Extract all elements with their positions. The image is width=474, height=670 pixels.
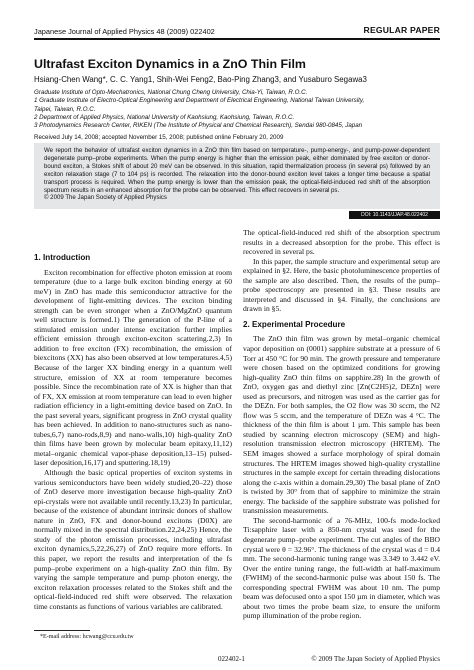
paper-title: Ultrafast Exciton Dynamics in a ZnO Thin Film (34, 57, 306, 71)
experimental-paragraph-1: The ZnO thin film was grown by metal–organic chemical vapor deposition on (0001) sapphire substrate at a pressure of 6 Torr at 450 °C for 90 min. The growth pressure and temperature were chosen based on the optimized conditions for growing high-quality ZnO thin films on sapphire.28) In the growth of ZnO, oxygen gas and diethyl zinc [Zn(C2H5)2, DEZn] were used as precursors, and nitrogen was used as the carrier gas for the DEZn. For both samples, the O2 flow was 30 sccm, the N2 flow was 5 sccm, and the temperature of DEZn was 4 °C. The thickness of the thin film is about 1 µm. This sample has been studied by scanning electron microscopy (SEM) and high-resolution transmission electron microscopy (HRTEM). The SEM images showed a surface morphology of spiral domain structures. The HRTEM images showed high-quality crystalline structures in the sample except for certain threading dislocations along the c-axis within a domain.29,30) The basal plane of ZnO is twisted by 30° from that of sapphire to minimize the strain energy. The backside of the sapphire substrate was polished for transmission measurements. (243, 334, 440, 516)
intro-paragraph-3: In this paper, the sample structure and experimental setup are explained in §2. Here, the basic photoluminescence properties of the sample are also described. Then, the results of the pump–probe spectroscopy are presented in §3. These results are interpreted and discussed in §4. Finally, the conclusions are drawn in §5. (243, 256, 440, 314)
section-heading-experimental: 2. Experimental Procedure (243, 319, 346, 329)
right-column (243, 228, 440, 621)
experimental-paragraph-2: The second-harmonic of a 76-MHz, 100-fs mode-locked Ti:sapphire laser with a 850-nm crystal was used for the degenerate pump–probe experiment. The cut angles of the BBO crystal were θ = 32.96°. The thickness of the crystal was d = 0.4 mm. The second-harmonic tuning range was 3.349 to 3.442 eV. Over the entire tuning range, the full-width at half-maximum (FWHM) of the second-harmonic pulse was about 150 fs. The corresponding spectral FWHM was about 10 nm. The pump beam was defocused onto a spot 150 µm in diameter, which was about two times the probe beam size, to ensure the uniform pump illumination of the probe region. (243, 515, 440, 621)
affiliation-3: 3 Photodynamics Research Center, RIKEN (The Institute of Physical and Chemical Research), Sendai 980-0845, Japan (34, 122, 363, 130)
abstract-text: We report the behavior of ultrafast exciton dynamics in a ZnO thin film based on temperature-, pump-energy-, and pump-power-dependent degenerate pump–probe experiments. When the pump energy is higher than the emission peak, either dominated by free exciton or donor-bound exciton, a Stokes shift of about 20 meV can be observed. In this situation, rapid thermalization process (in several ps) followed by an exciton relaxation stage (7 to 104 ps) is recorded. The relaxation into the donor-bound exciton level takes a longer time because a spatial transport process is required. When the pump energy is lower than the emission peak, the optical-field-induced red shift of the absorption spectrum results in an enhanced absorption for the probe can be observed. This effect recovers in several ps. (44, 147, 430, 194)
affiliation-0: Graduate Institute of Opto-Mechatronics, National Chung Cheng University, Chia-Yi, Taiwan, R.O.C. (34, 89, 308, 96)
left-column (34, 253, 232, 611)
author-list: Hsiang-Chen Wang*, C. C. Yang1, Shih-Wei Feng2, Bao-Ping Zhang3, and Yusaburo Segawa3 (34, 75, 367, 84)
footer-copyright: © 2009 The Japan Society of Applied Physics (311, 655, 440, 663)
affiliation-1-cont: Taipei, Taiwan, R.O.C. (34, 105, 96, 113)
affiliations (34, 89, 444, 130)
doi-badge[interactable]: DOI: 10.1143/JJAP.48.022402 (349, 211, 440, 219)
journal-running-head: Japanese Journal of Applied Physics 48 (2009) 022402 (34, 27, 215, 36)
intro-paragraph-continued: The optical-field-induced red shift of the absorption spectrum results in a decreased absorption for the probe. This effect is recovered in several ps. (243, 228, 440, 257)
affiliation-1: 1 Graduate Institute of Electro-Optical Engineering and Department of Electrical Engineering, National Taiwan University, (34, 97, 365, 105)
footnote-rule (34, 630, 90, 631)
intro-paragraph-2: Although the basic optical properties of exciton systems in various semiconductors have been widely studied,20–22) those of ZnO deserve more investigation because high-quality ZnO epi-crystals were not available until recently.13,23) In particular, because of the existence of abundant intrinsic donors of shallow nature in ZnO, FX and donor-bound excitons (D0X) are normally mixed in the spectral distribution.22,24,25) Hence, the study of the photon emission processes, including ultrafast exciton dynamics,5,22,26,27) of ZnO require more efforts. In this paper, we report the results and interpretation of the fs pump–probe experiment on a high-quality ZnO thin film. By varying the sample temperature and pump photon energy, the exciton relaxation processes related to the Stokes shift and the optical-field-induced red shift were observed. The relaxation time constants as functions of various variables are calibrated. (34, 468, 232, 611)
abstract-box (34, 143, 440, 209)
section-heading-introduction: 1. Introduction (34, 253, 91, 262)
intro-paragraph-1: Exciton recombination for effective photon emission at room temperature (due to a large bulk exciton binding energy at 60 meV) in ZnO has made this semiconductor attractive for the development of light-emitting devices. The exciton binding strength can be even stronger when a ZnO/MgZnO quantum well structure is formed.1) The generation of the P-line of a stimulated emission under intense excitation further implies efficient emission through exciton-exciton scattering.2,3) In addition to free exciton (FX) recombination, the emission of biexcitons (XX) has also been observed at low temperatures.4,5) Because of the larger XX binding energy in a quantum well structure, emission of XX at room temperature becomes possible. Since the recombination rate of XX is higher than that of FX, XX emission at room temperature can lead to even higher radiation efficiency in a light-emitting device based on ZnO. In the past several years, significant progress in ZnO crystal quality has been achieved. In addition to nano-structures such as nano-tubes,6,7) nano-rods,8,9) and nano-walls,10) high-quality ZnO thin films have been grown by molecular beam epitaxy,11,12) metal–organic chemical vapor-phase deposition,13–15) pulsed-laser deposition,16,17) and sputtering.18,19) (34, 267, 232, 468)
abstract-copyright: © 2009 The Japan Society of Applied Physics (44, 194, 167, 202)
email-footnote: *E-mail address: hcwang@ccu.edu.tw (40, 634, 134, 640)
page-number: 022402-1 (218, 655, 245, 663)
paper-type-label: REGULAR PAPER (363, 25, 440, 35)
affiliation-2: 2 Department of Applied Physics, National University of Kaohsiung, Kaohsiung, Taiwan, R.O.C. (34, 113, 295, 121)
header-rule (34, 38, 440, 40)
received-dates: Received July 14, 2008; accepted November 15, 2008; published online February 20, 2009 (34, 134, 284, 141)
